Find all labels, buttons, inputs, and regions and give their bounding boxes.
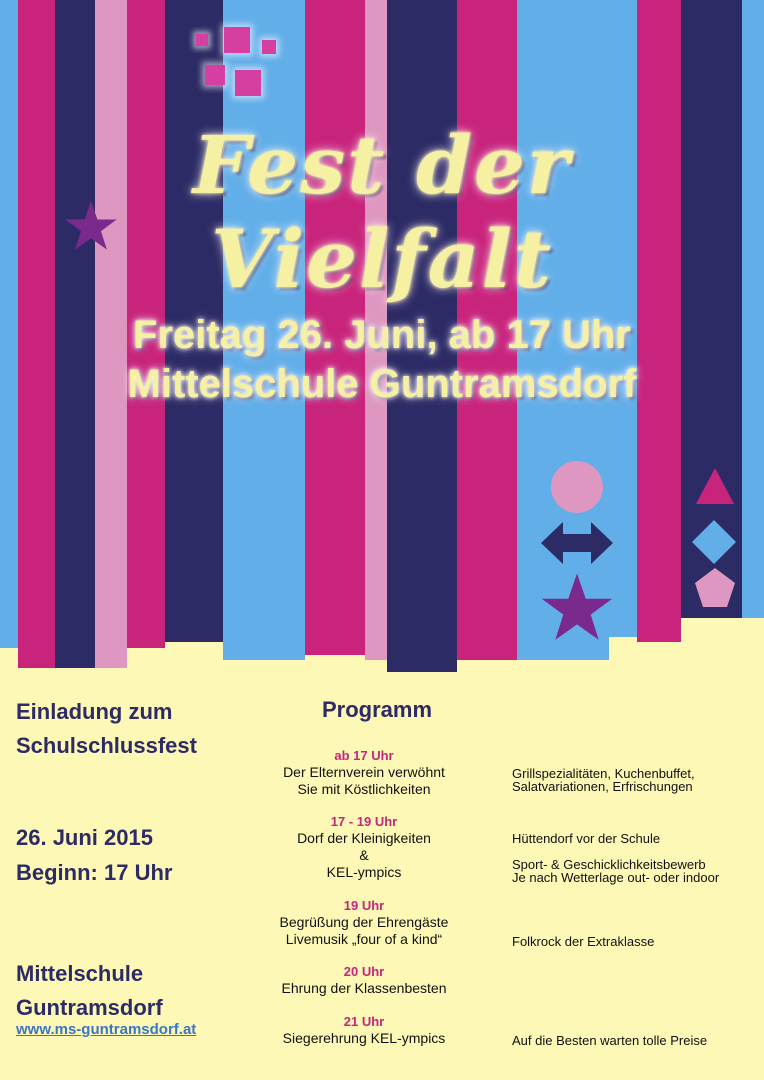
website-link[interactable]: www.ms-guntramsdorf.at xyxy=(16,1021,197,1038)
program-note: Je nach Wetterlage out- oder indoor xyxy=(512,870,720,885)
program-text: Livemusik „four of a kind“ xyxy=(285,931,443,947)
program-time: 21 Uhr xyxy=(343,1014,385,1029)
program-text: KEL-ympics xyxy=(326,864,402,880)
square-icon xyxy=(235,70,261,96)
program-time: 19 Uhr xyxy=(343,898,385,913)
circle-icon xyxy=(550,460,604,514)
program-text: Dorf der Kleinigkeiten xyxy=(297,830,431,846)
diamond-icon xyxy=(690,518,738,566)
program-text: Der Elternverein verwöhnt xyxy=(283,764,445,780)
program-time: 17 - 19 Uhr xyxy=(330,814,398,829)
program-text: & xyxy=(359,847,369,863)
program-text: Siegerehrung KEL-ympics xyxy=(282,1030,446,1046)
poster-title: Fest der Vielfalt xyxy=(192,118,572,306)
event-date: 26. Juni 2015 xyxy=(16,825,153,850)
square-icon xyxy=(262,40,276,54)
program-note: Auf die Besten warten tolle Preise xyxy=(512,1033,708,1048)
program-note: Hüttendorf vor der Schule xyxy=(512,831,661,846)
program-time: ab 17 Uhr xyxy=(334,748,394,763)
square-icon xyxy=(196,34,208,46)
program-text: Sie mit Köstlichkeiten xyxy=(297,781,431,797)
date-line: Freitag 26. Juni, ab 17 Uhr xyxy=(133,313,631,357)
program-text: Ehrung der Klassenbesten xyxy=(281,980,447,996)
invitation-line-2: Schulschlussfest xyxy=(16,733,197,758)
school-name-line-2: Guntramsdorf xyxy=(16,995,163,1020)
program-item xyxy=(236,1014,492,1047)
place-line: Mittelschule Guntramsdorf xyxy=(127,362,637,406)
school-name-line-1: Mittelschule xyxy=(16,961,144,986)
stripe-sky xyxy=(742,0,764,618)
square-icon xyxy=(205,65,225,85)
program-item xyxy=(236,814,492,881)
program-time: 20 Uhr xyxy=(343,964,385,979)
program-heading: Programm xyxy=(322,697,433,722)
square-icon xyxy=(224,27,250,53)
star-icon xyxy=(538,572,616,646)
program-note: Grillspezialitäten, Kuchenbuffet, xyxy=(512,766,695,781)
double-arrow-icon xyxy=(541,520,613,566)
triangle-icon xyxy=(694,466,736,506)
event-start: Beginn: 17 Uhr xyxy=(16,860,173,885)
program-item xyxy=(236,748,492,798)
program-item xyxy=(236,898,492,948)
program-text: Begrüßung der Ehrengäste xyxy=(279,914,449,930)
invitation-line-1: Einladung zum xyxy=(16,699,173,724)
program-item xyxy=(236,964,492,997)
program-note: Folkrock der Extraklasse xyxy=(512,934,655,949)
program-note: Salatvariationen, Erfrischungen xyxy=(512,779,693,794)
program-note: Sport- & Geschicklichkeitsbewerb xyxy=(512,857,706,872)
pentagon-icon xyxy=(693,566,737,610)
